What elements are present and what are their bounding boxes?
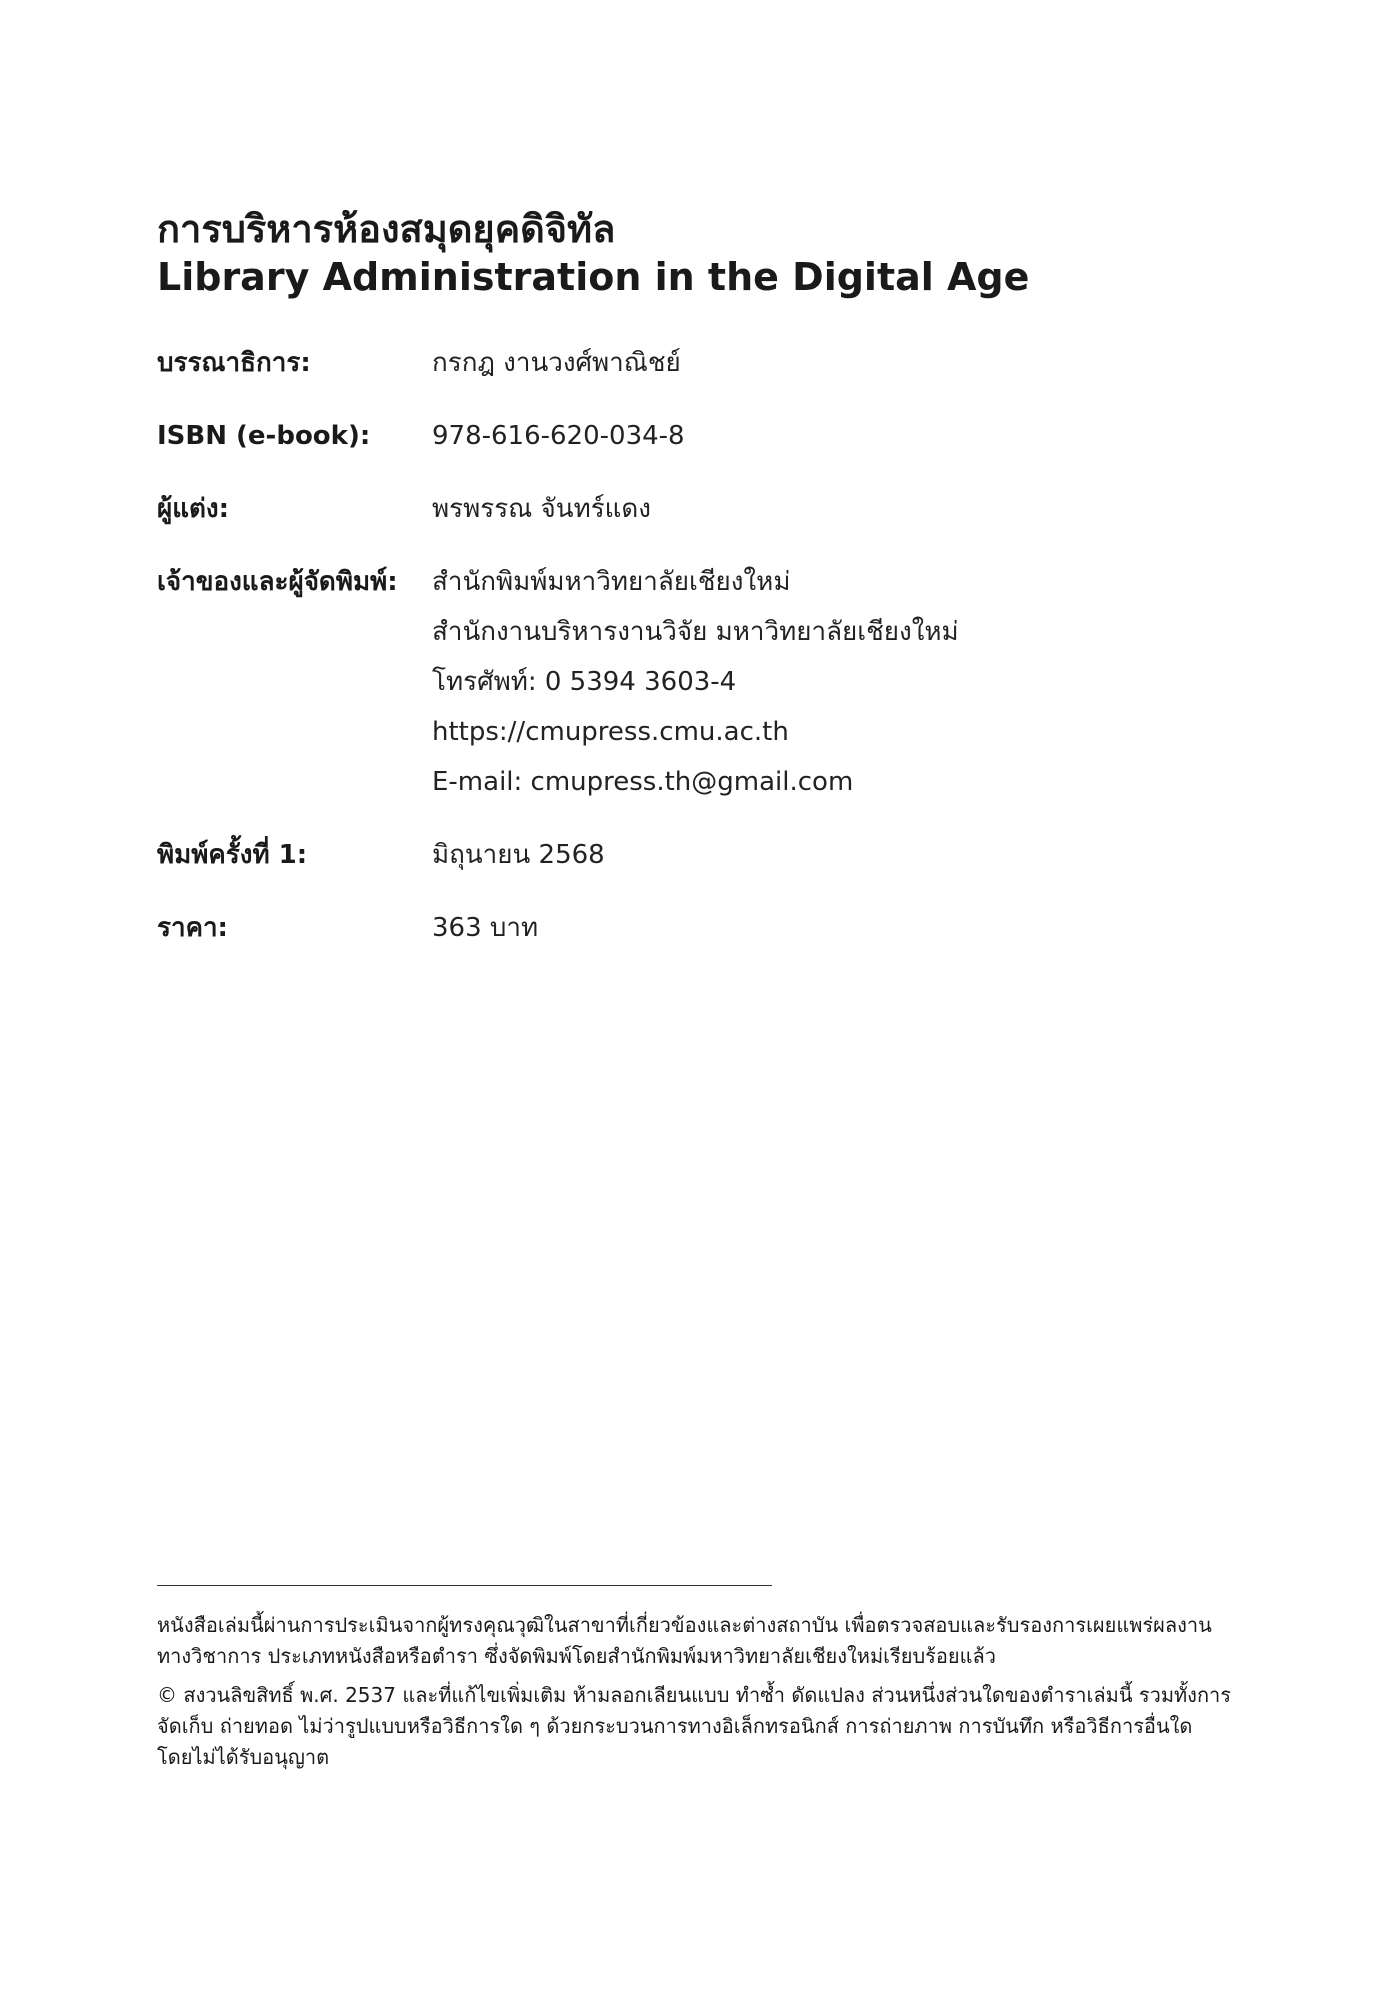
author-label: ผู้แต่ง:	[157, 494, 229, 524]
footnote-divider	[157, 1585, 772, 1586]
edition-value: มิถุนายน 2568	[432, 840, 605, 870]
review-note: หนังสือเล่มนี้ผ่านการประเมินจากผู้ทรงคุณวุฒิในสาขาที่เกี่ยวข้องและต่างสถาบัน เพื่อตรวจสอบและรับรองการเผยแพร่ผลงานทางวิชาการ ประเภทหนังสือหรือตำรา ซึ่งจัดพิมพ์โดยสำนักพิมพ์มหาวิทยาลัยเชียงใหม่เรียบร้อยแล้ว	[157, 1613, 1212, 1668]
book-title-thai: การบริหารห้องสมุดยุคดิจิทัล	[157, 207, 616, 251]
editor-label: บรรณาธิการ:	[157, 348, 311, 378]
publisher-website: https://cmupress.cmu.ac.th	[432, 717, 789, 747]
footnotes	[157, 1610, 1232, 1781]
publisher-row	[157, 557, 1257, 807]
publisher-phone: โทรศัพท์: 0 5394 3603-4	[432, 667, 737, 697]
copyright-note: © สงวนลิขสิทธิ์ พ.ศ. 2537 และที่แก้ไขเพิ่มเติม ห้ามลอกเลียนแบบ ทำซ้ำ ดัดแปลง ส่วนหนึ่งส่วนใดของตำราเล่มนี้ รวมทั้งการจัดเก็บ ถ่ายทอด ไม่ว่ารูปแบบหรือวิธีการใด ๆ ด้วยกระบวนการทางอิเล็กทรอนิกส์ การถ่ายภาพ การบันทึก หรือวิธีการอื่นใด โดยไม่ได้รับอนุญาต	[157, 1683, 1232, 1769]
author-row	[157, 484, 1257, 534]
price-label: ราคา:	[157, 913, 228, 943]
price-row	[157, 903, 1257, 953]
title-block	[157, 205, 1257, 301]
publisher-name: สำนักพิมพ์มหาวิทยาลัยเชียงใหม่	[432, 567, 791, 597]
author-value: พรพรรณ จันทร์แดง	[432, 494, 652, 524]
isbn-label: ISBN (e-book):	[157, 421, 371, 451]
publisher-office: สำนักงานบริหารงานวิจัย มหาวิทยาลัยเชียงใหม่	[432, 617, 959, 647]
edition-row	[157, 830, 1257, 880]
isbn-row	[157, 411, 1257, 461]
publisher-label: เจ้าของและผู้จัดพิมพ์:	[157, 567, 398, 597]
price-value: 363 บาท	[432, 913, 539, 943]
publisher-email: E-mail: cmupress.th@gmail.com	[432, 767, 854, 797]
book-details	[157, 338, 1257, 953]
book-title-english: Library Administration in the Digital Age	[157, 255, 1030, 299]
editor-row	[157, 338, 1257, 388]
editor-value: กรกฎ งานวงศ์พาณิชย์	[432, 348, 681, 378]
isbn-value: 978-616-620-034-8	[432, 421, 685, 451]
edition-label: พิมพ์ครั้งที่ 1:	[157, 840, 308, 870]
